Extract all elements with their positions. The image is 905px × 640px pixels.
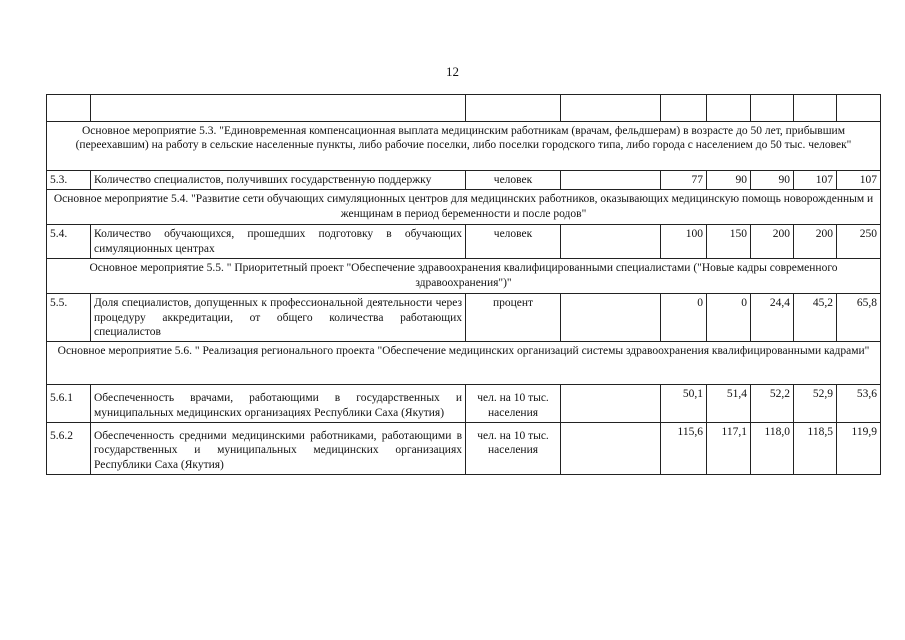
value-cell: 107 <box>837 171 881 190</box>
table-header-row <box>47 95 881 122</box>
header-cell <box>91 95 466 122</box>
header-cell <box>794 95 837 122</box>
value-cell: 0 <box>661 294 707 342</box>
table-row <box>47 294 881 342</box>
header-cell <box>751 95 794 122</box>
header-cell <box>661 95 707 122</box>
value-cell: 200 <box>794 225 837 259</box>
table-row <box>47 385 881 423</box>
section-row-5-3 <box>47 122 881 171</box>
value-cell: 115,6 <box>661 423 707 475</box>
value-cell: 50,1 <box>661 385 707 423</box>
value-cell: 100 <box>661 225 707 259</box>
table-row <box>47 225 881 259</box>
empty-cell <box>561 385 661 423</box>
value-cell: 118,5 <box>794 423 837 475</box>
indicator-name: Количество специалистов, получивших государственную поддержку <box>91 171 466 190</box>
value-cell: 53,6 <box>837 385 881 423</box>
row-number: 5.6.1 <box>47 385 91 423</box>
value-cell: 52,9 <box>794 385 837 423</box>
table-row <box>47 423 881 475</box>
value-cell: 24,4 <box>751 294 794 342</box>
section-title: Основное мероприятие 5.3. "Единовременная компенсационная выплата медицинским работникам (врачам, фельдшерам) в возрасте до 50 лет, прибывшим (переехавшим) на работу в сельские населенные пункты, либо рабочие поселки, либо поселки городского типа, либо города с населением до 50 тыс. человек" <box>47 122 881 171</box>
page-number: 12 <box>446 64 459 79</box>
unit-cell: чел. на 10 тыс. населения <box>466 423 561 475</box>
indicators-table <box>46 94 881 475</box>
header-cell <box>466 95 561 122</box>
value-cell: 45,2 <box>794 294 837 342</box>
indicator-name: Количество обучающихся, прошедших подготовку в обучающих симуляционных центрах <box>91 225 466 259</box>
value-cell: 65,8 <box>837 294 881 342</box>
value-cell: 117,1 <box>707 423 751 475</box>
value-cell: 52,2 <box>751 385 794 423</box>
header-cell <box>561 95 661 122</box>
header-cell <box>837 95 881 122</box>
row-number: 5.3. <box>47 171 91 190</box>
empty-cell <box>561 423 661 475</box>
empty-cell <box>561 171 661 190</box>
section-title: Основное мероприятие 5.6. " Реализация регионального проекта "Обеспечение медицинских организаций системы здравоохранения квалифицированными кадрами" <box>47 342 881 385</box>
section-title: Основное мероприятие 5.5. " Приоритетный проект "Обеспечение здравоохранения квалифицированными специалистами ("Новые кадры современного здравоохранения")" <box>47 259 881 294</box>
value-cell: 118,0 <box>751 423 794 475</box>
value-cell: 90 <box>707 171 751 190</box>
header-cell <box>47 95 91 122</box>
unit-cell: чел. на 10 тыс. населения <box>466 385 561 423</box>
value-cell: 90 <box>751 171 794 190</box>
section-row-5-4 <box>47 190 881 225</box>
section-title: Основное мероприятие 5.4. "Развитие сети обучающих симуляционных центров для медицинских работников, оказывающих медицинскую помощь новорожденным и женщинам в период беременности и после родов" <box>47 190 881 225</box>
unit-cell: человек <box>466 225 561 259</box>
value-cell: 119,9 <box>837 423 881 475</box>
empty-cell <box>561 225 661 259</box>
row-number: 5.5. <box>47 294 91 342</box>
unit-cell: процент <box>466 294 561 342</box>
section-row-5-6 <box>47 342 881 385</box>
value-cell: 77 <box>661 171 707 190</box>
value-cell: 200 <box>751 225 794 259</box>
value-cell: 150 <box>707 225 751 259</box>
value-cell: 0 <box>707 294 751 342</box>
indicator-name: Обеспеченность врачами, работающими в государственных и муниципальных медицинских организациях Республики Саха (Якутия) <box>91 385 466 423</box>
row-number: 5.4. <box>47 225 91 259</box>
unit-cell: человек <box>466 171 561 190</box>
section-row-5-5 <box>47 259 881 294</box>
value-cell: 51,4 <box>707 385 751 423</box>
value-cell: 107 <box>794 171 837 190</box>
empty-cell <box>561 294 661 342</box>
table-row <box>47 171 881 190</box>
row-number: 5.6.2 <box>47 423 91 475</box>
value-cell: 250 <box>837 225 881 259</box>
indicator-name: Доля специалистов, допущенных к профессиональной деятельности через процедуру аккредитации, от общего количества работающих специалистов <box>91 294 466 342</box>
header-cell <box>707 95 751 122</box>
indicator-name: Обеспеченность средними медицинскими работниками, работающими в государственных и муниципальных медицинских организациях Республики Саха (Якутия) <box>91 423 466 475</box>
